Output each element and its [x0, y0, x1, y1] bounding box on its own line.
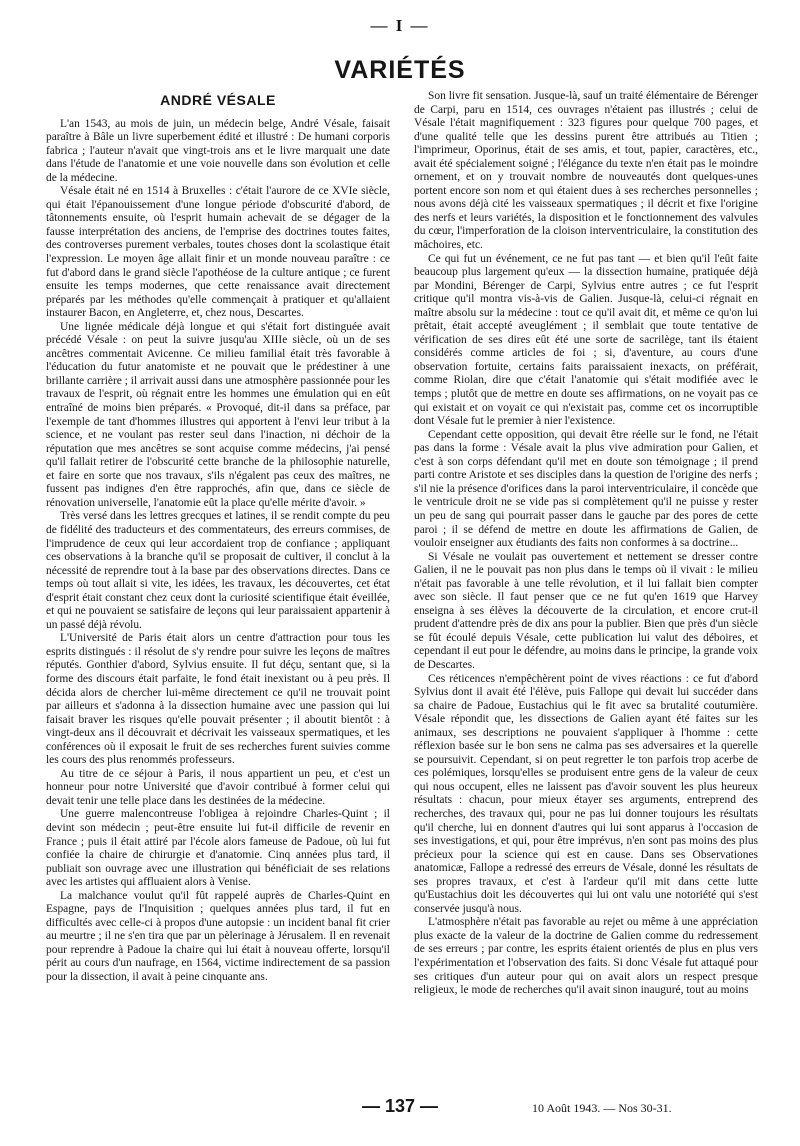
paragraph: Très versé dans les lettres grecques et latines, il se rendit compte du peu de fidélité des traducteurs et des commentateurs, des erreurs commises, de l'imprudence de ceux qui leur accordaient trop de confiance ; appliquant ces observations à la branche qu'il se proposait de cultiver, il conclut à la nécessité de reprendre tout à la base par des observations directes. Dans ce temps où tout allait si vite, les idées, les travaux, les découvertes, cet état d'esprit était constant chez ceux dont la curiosité scientifique était éveillée, et qui ne pouvaient se satisfaire de leçons qui leur paraissaient appartenir à un passé déjà révolu. — [46, 510, 390, 631]
paragraph: Une lignée médicale déjà longue et qui s'était fort distinguée avait précédé Vésale : on peut la suivre jusqu'au XIIIe siècle, où un de ses ancêtres commentait Avicenne. Ce milieu familial était très favorable à l'éducation du futur anatomiste et ne pouvait que le prédestiner à une brillante carrière ; il arrivait aussi dans une atmosphère passionnée pour les travaux de l'esprit, où régnait entre les hommes une émulation qui en eût entraîné de moins bien préparés. « Provoqué, dit-il dans sa préface, par l'exemple de tant d'hommes illustres qui apportent à l'envi leur tribut à la science, et ne voulant pas rester seul dans l'inaction, ni déchoir de la réputation que mes ancêtres se sont acquise comme médecins, j'ai pensé qu'il fallait retirer de l'obscurité cette branche de la philosophie naturelle, et faire en sorte que nos travaux, s'ils n'égalent pas ceux des maîtres, ne fussent pas indignes d'en être rapprochés, afin que, dans ce siècle de rénovation universelle, l'anatomie eût la place qu'elle mérite d'avoir. » — [46, 320, 390, 509]
paragraph: L'an 1543, au mois de juin, un médecin belge, André Vésale, faisait paraître à Bâle un livre superbement édité et illustré : De humani corporis fabrica ; l'auteur n'avait que vingt-trois ans et le livre marquait une date dans l'étude de l'anatomie et une voie nouvelle dans son évolution et celle de la médecine. — [46, 117, 390, 184]
right-column — [414, 90, 758, 1075]
article-title: ANDRÉ VÉSALE — [160, 92, 276, 108]
rubric-heading: VARIÉTÉS — [334, 56, 466, 84]
paragraph: La malchance voulut qu'il fût rappelé auprès de Charles-Quint en Espagne, pays de l'Inquisition ; quelques années plus tard, il fut en difficultés avec celle-ci à propos d'une autopsie : un incident banal fit crier au meurtre ; il ne s'en tira que par un pèlerinage à Jérusalem. Il en revenait pour reprendre à Padoue la chaire qui lui était à nouveau offerte, lorsqu'il périt au cours d'un naufrage, en 1564, victime indirectement de sa passion pour la dissection, il avait à peine cinquante ans. — [46, 889, 390, 983]
paragraph: L'Université de Paris était alors un centre d'attraction pour tous les esprits distingués : il résolut de s'y rendre pour suivre les leçons de maîtres réputés. Gonthier d'abord, Sylvius ensuite. Il fut déçu, sentant que, si la forme des discours était parfaite, le fond était inexistant ou à peu près. Il décida alors de chercher lui-même directement ce qu'il ne trouvait point par ailleurs et s'adonna à la dissection humaine avec une passion qui lui faisait braver les risques qu'elle pouvait présenter ; il aboutit bientôt : à vingt-deux ans il découvrait et décrivait les vaisseaux spermatiques, et les conférences où il exposait le fruit de ses recherches furent suivies comme les cours des plus renommés professeurs. — [46, 632, 390, 767]
paragraph: Ce qui fut un événement, ce ne fut pas tant — et bien qu'il l'eût faite beaucoup plus largement qu'eux — la dissection humaine, pratiquée déjà par Mondini, Bérenger de Carpi, Sylvius entre autres ; ce fut l'esprit critique qu'il montra vis-à-vis de Galien. Jusque-là, celui-ci régnait en maître absolu sur la médecine : tout ce qu'il avait dit, et même ce qu'on lui prêtait, était accepté aveuglément ; il semblait que toute tentative de vérification de ses dires eût été une sorte de sacrilège, tant ils étaient considérés comme articles de foi ; si, d'aventure, au cours d'une observation fortuite, certains faits paraissaient inexacts, on préférait, comme Riolan, dire que c'était l'anatomie qui s'était modifiée avec le temps ; plutôt que de mettre en doute ses affirmations, on ne voyait pas ce qui existait et on voyait ce qui n'existait pas, comme cet os incorruptible dont Vésale fut le premier à nier l'existence. — [414, 252, 758, 428]
paragraph: Ces réticences n'empêchèrent point de vives réactions : ce fut d'abord Sylvius dont il avait été l'élève, puis Fallope qui devait lui succéder dans sa chaire de Padoue, Eustachius qui le fit avec sa brutalité coutumière. Vésale répondit que, les dissections de Galien ayant été faites sur les animaux, ses descriptions ne pouvaient s'appliquer à l'homme : cette réflexion basée sur le bon sens ne calma pas ses adversaires et la querelle se poursuivit. Cependant, si on peut regretter le ton parfois trop acerbe de ces polémiques, lorsqu'elles se produisent entre gens de la valeur de ceux qui nous occupent, elles ne laissent pas d'avoir souvent les plus heureux résultats : chacun, pour mieux étayer ses arguments, entreprend des recherches, des travaux qui, pour ne pas lui donner toujours les résultats qu'il cherche, lui en donnent d'autres qui lui sont apparus à l'occasion de ses investigations, et qui, pour être imprévus, n'en sont pas moins des plus précieux pour la science qui est en cause. Dans ses Observationes anatomicæ, Fallope a redressé des erreurs de Vésale, donné les résultats de ses propres travaux, et c'est à l'ardeur qu'il mit dans cette lutte qu'Eustachius doit les découvertes qui lui ont valu une notoriété qui s'est conservée jusqu'à nous. — [414, 672, 758, 915]
paragraph: Une guerre malencontreuse l'obligea à rejoindre Charles-Quint ; il devint son médecin ; peut-être ensuite lui fut-il difficile de revenir en France ; puis il était attiré par l'école alors fameuse de Padoue, où lui fut confiée la chaire de chirurgie et d'anatomie. Cinq années plus tard, il publiait son ouvrage avec une illustration qui bénéficiait de ses relations avec les artistes qui affluaient alors à Venise. — [46, 808, 390, 889]
paragraph: Si Vésale ne voulait pas ouvertement et nettement se dresser contre Galien, il ne le pouvait pas non plus dans le temps où il vivait : le milieu n'était pas favorable à une telle révolution, et il lui fallait bien compter avec son siècle. Il faut penser que ce ne fut qu'en 1619 que Harvey enseigna à ses élèves la découverte de la circulation, et encore crut-il prudent d'attendre près de dix ans pour la publier. Bien que près d'un siècle se fût écoulé depuis Vésale, cette publication lui valut des déboires, et cependant il eut pour le défendre, au moins dans le principe, la grande voix de Descartes. — [414, 550, 758, 671]
left-column — [46, 92, 390, 1077]
paragraph: L'atmosphère n'était pas favorable au rejet ou même à une appréciation plus exacte de la valeur de la doctrine de Galien comme du redressement de ses erreurs ; par contre, les esprits étaient orientés de plus en plus vers l'expérimentation et l'observation des faits. Si donc Vésale fut attaqué pour ses critiques d'un auteur pour qui on avait alors un respect presque religieux, le mode de recherches qu'il avait sinon inauguré, tout au moins — [414, 916, 758, 997]
section-number: — I — — [370, 16, 430, 35]
paragraph: Au titre de ce séjour à Paris, il nous appartient un peu, et c'est un honneur pour notre Université que d'avoir contribué à former celui qui devait tenir une telle place dans les destinées de la médecine. — [46, 767, 390, 807]
paragraph: Vésale était né en 1514 à Bruxelles : c'était l'aurore de ce XVIe siècle, qui était l'épanouissement d'une longue période d'obscurité d'abord, de tâtonnements ensuite, où l'esprit humain achevait de se dégager de la fausse interprétation des anciens, de l'emprise des doctrines toutes faites, des controverses purement verbales, toutes choses dont la scolastique était l'expression. Le moyen âge allait finir et un monde nouveau paraître : ce fut d'abord dans le grand siècle l'apothéose de la culture antique ; ce furent ensuite les temps modernes, que cette renaissance avait directement préparés par les méthodes qu'elle commençait à pratiquer et qu'allaient instaurer Bacon, en Angleterre, et, chez nous, Descartes. — [46, 185, 390, 320]
issue-date: 10 Août 1943. — Nos 30-31. — [532, 1101, 672, 1115]
page-number: — 137 — — [362, 1096, 439, 1116]
paragraph: Cependant cette opposition, qui devait être réelle sur le fond, ne l'était pas dans la forme : Vésale avait la plus vive admiration pour Galien, et c'est à son corps défendant qu'il met en doute son témoignage ; il prend parti contre Aristote et ses disciples dans la question de l'origine des nerfs ; s'il nie la présence d'orifices dans la paroi interventriculaire, il concède que le ventricule droit ne se vide pas si complètement qu'il ne puisse y rester un peu de sang qui pourrait passer dans le gauche par des pores de cette paroi ; il se défend de mettre en doute les affirmations de Galien, de vouloir enseigner aux étudiants des faits non conformes à sa doctrine... — [414, 428, 758, 550]
paragraph: Son livre fit sensation. Jusque-là, sauf un traité élémentaire de Bérenger de Carpi, paru en 1514, ces ouvrages n'étaient pas illustrés ; celui de Vésale l'était magnifiquement : 323 figures pour quelque 700 pages, et d'une qualité telle que les dessins purent être attribués au Titien ; l'imprimeur, Oporinus, était de ses amis, et tout, papier, caractères, etc., avait été spécialement soigné ; l'élégance du texte n'en était pas le moindre ornement, et on y trouvait nombre de nouveautés dont quelques-unes portent encore son nom et qui étaient dues à ses recherches personnelles ; nous avons déjà cité les vaisseaux spermatiques ; il décrit et fixe l'origine des nerfs et leurs variétés, la disposition et le fonctionnement des valvules du cœur, l'imperforation de la cloison interventriculaire, la constitution des mâchoires, etc. — [414, 90, 758, 252]
